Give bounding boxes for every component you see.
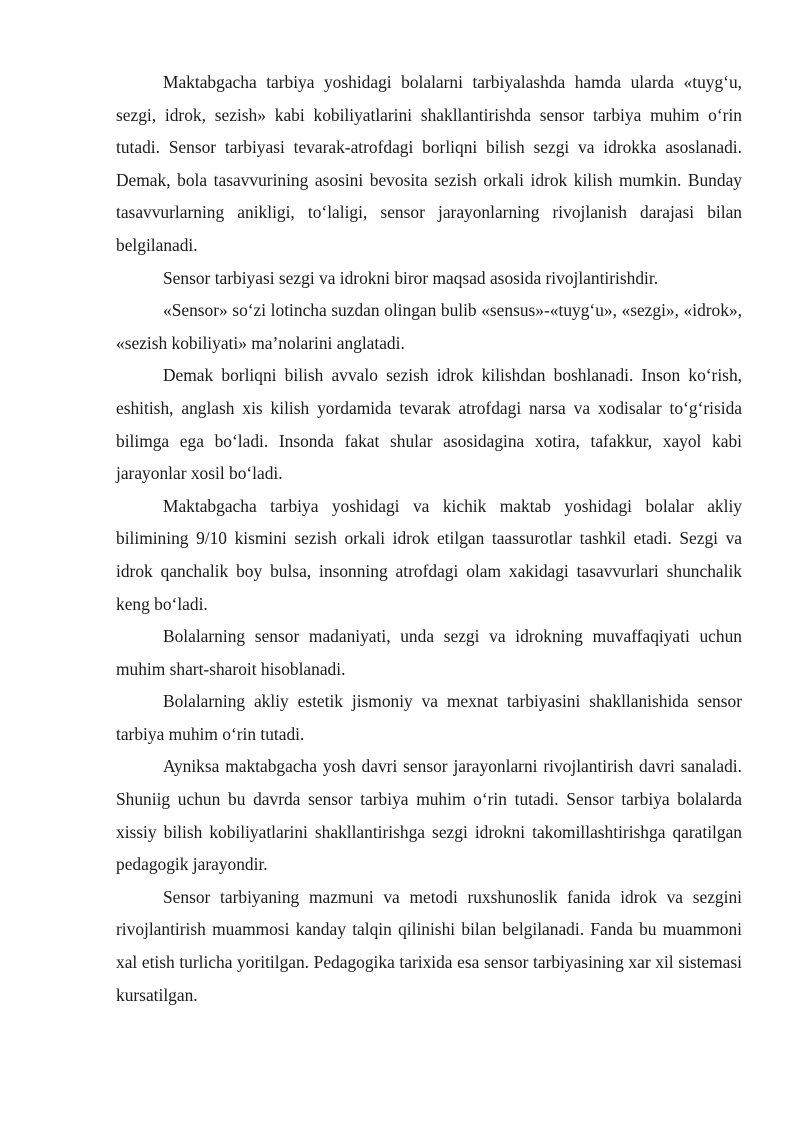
paragraph-5: Maktabgacha tarbiya yoshidagi va kichik maktab yoshidagi bolalar akliy bilimining 9/10 kismini sezish orkali idrok etilgan taassurotlar tashkil etadi. Sezgi va idrok qanchalik boy bulsa, insonning atrofdagi olam xakidagi tasavvurlari shunchalik keng bo‘ladi. <box>116 495 742 614</box>
paragraph-3: «Sensor» so‘zi lotincha suzdan olingan bulib «sensus»-«tuyg‘u», «sezgi», «idrok», «sezish kobiliyati» ma’nolarini anglatadi. <box>116 300 742 353</box>
paragraph-9: Sensor tarbiyaning mazmuni va metodi ruxshunoslik fanida idrok va sezgini rivojlantirish muammosi kanday talqin qilinishi bilan belgilanadi. Fanda bu muammoni xal etish turlicha yoritilgan. Pedagogika tarixida esa sensor tarbiyasining xar xil sistemasi kursatilgan. <box>116 886 742 1005</box>
paragraph-1: Maktabgacha tarbiya yoshidagi bolalarni tarbiyalashda hamda ularda «tuyg‘u, sezgi, idrok, sezish» kabi kobiliyatlarini shakllantirishda sensor tarbiya muhim o‘rin tutadi. Sensor tarbiyasi tevarak-atrofdagi borliqni bilish sezgi va idrokka asoslanadi. Demak, bola tasavvurining asosini bevosita sezish orkali idrok kilish mumkin. Bunday tasavvurlarning anikligi, to‘laligi, sensor jarayonlarning rivojlanish darajasi bilan belgilanadi. <box>116 72 742 255</box>
paragraph-8: Ayniksa maktabgacha yosh davri sensor jarayonlarni rivojlantirish davri sanaladi. Shuniig uchun bu davrda sensor tarbiya muhim o‘rin tutadi. Sensor tarbiya bolalarda xissiy bilish kobiliyatlarini shakllantirishga sezgi idrokni takomillashtirishga qaratilgan pedagogik jarayondir. <box>116 756 742 875</box>
paragraph-4: Demak borliqni bilish avvalo sezish idrok kilishdan boshlanadi. Inson ko‘rish, eshitish, anglash xis kilish yordamida tevarak atrofdagi narsa va xodisalar to‘g‘risida bilimga ega bo‘ladi. Insonda fakat shular asosidagina xotira, tafakkur, xayol kabi jarayonlar xosil bo‘ladi. <box>116 365 742 484</box>
paragraph-2: Sensor tarbiyasi sezgi va idrokni biror maqsad asosida rivojlantirishdir. <box>163 267 659 288</box>
document-page <box>116 66 742 1011</box>
paragraph-6: Bolalarning sensor madaniyati, unda sezgi va idrokning muvaffaqiyati uchun muhim shart-sharoit hisoblanadi. <box>116 626 742 679</box>
paragraph-7: Bolalarning akliy estetik jismoniy va mexnat tarbiyasini shakllanishida sensor tarbiya muhim o‘rin tutadi. <box>116 691 742 744</box>
